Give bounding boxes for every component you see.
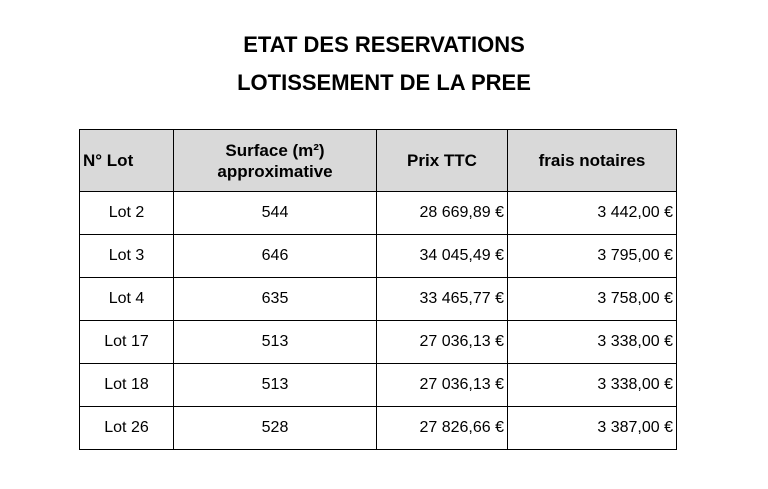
table-row xyxy=(80,278,677,321)
table-row xyxy=(80,235,677,278)
cell-frais: 3 387,00 € xyxy=(508,407,677,450)
cell-prix: 33 465,77 € xyxy=(377,278,508,321)
cell-frais: 3 442,00 € xyxy=(508,192,677,235)
cell-surface: 513 xyxy=(174,364,377,407)
cell-surface: 513 xyxy=(174,321,377,364)
cell-prix: 27 826,66 € xyxy=(377,407,508,450)
cell-lot: Lot 2 xyxy=(80,192,174,235)
table-row xyxy=(80,364,677,407)
cell-frais: 3 338,00 € xyxy=(508,364,677,407)
table-row xyxy=(80,407,677,450)
cell-surface: 544 xyxy=(174,192,377,235)
cell-prix: 27 036,13 € xyxy=(377,321,508,364)
cell-lot: Lot 17 xyxy=(80,321,174,364)
reservations-table xyxy=(79,129,677,450)
table-row xyxy=(80,321,677,364)
header-frais: frais notaires xyxy=(508,130,677,192)
table-header-row xyxy=(80,130,677,192)
cell-prix: 28 669,89 € xyxy=(377,192,508,235)
header-surface-line1: Surface (m²) xyxy=(225,140,325,160)
header-lot: N° Lot xyxy=(80,130,174,192)
cell-surface: 646 xyxy=(174,235,377,278)
document-subtitle: LOTISSEMENT DE LA PREE xyxy=(237,70,531,95)
cell-surface: 635 xyxy=(174,278,377,321)
cell-prix: 34 045,49 € xyxy=(377,235,508,278)
cell-lot: Lot 3 xyxy=(80,235,174,278)
cell-lot: Lot 26 xyxy=(80,407,174,450)
cell-frais: 3 758,00 € xyxy=(508,278,677,321)
table-row xyxy=(80,192,677,235)
cell-surface: 528 xyxy=(174,407,377,450)
cell-prix: 27 036,13 € xyxy=(377,364,508,407)
header-surface xyxy=(174,130,377,192)
header-surface-line2: approximative xyxy=(217,161,333,181)
cell-lot: Lot 4 xyxy=(80,278,174,321)
cell-lot: Lot 18 xyxy=(80,364,174,407)
cell-frais: 3 338,00 € xyxy=(508,321,677,364)
document-title: ETAT DES RESERVATIONS xyxy=(243,32,525,57)
header-prix: Prix TTC xyxy=(377,130,508,192)
cell-frais: 3 795,00 € xyxy=(508,235,677,278)
